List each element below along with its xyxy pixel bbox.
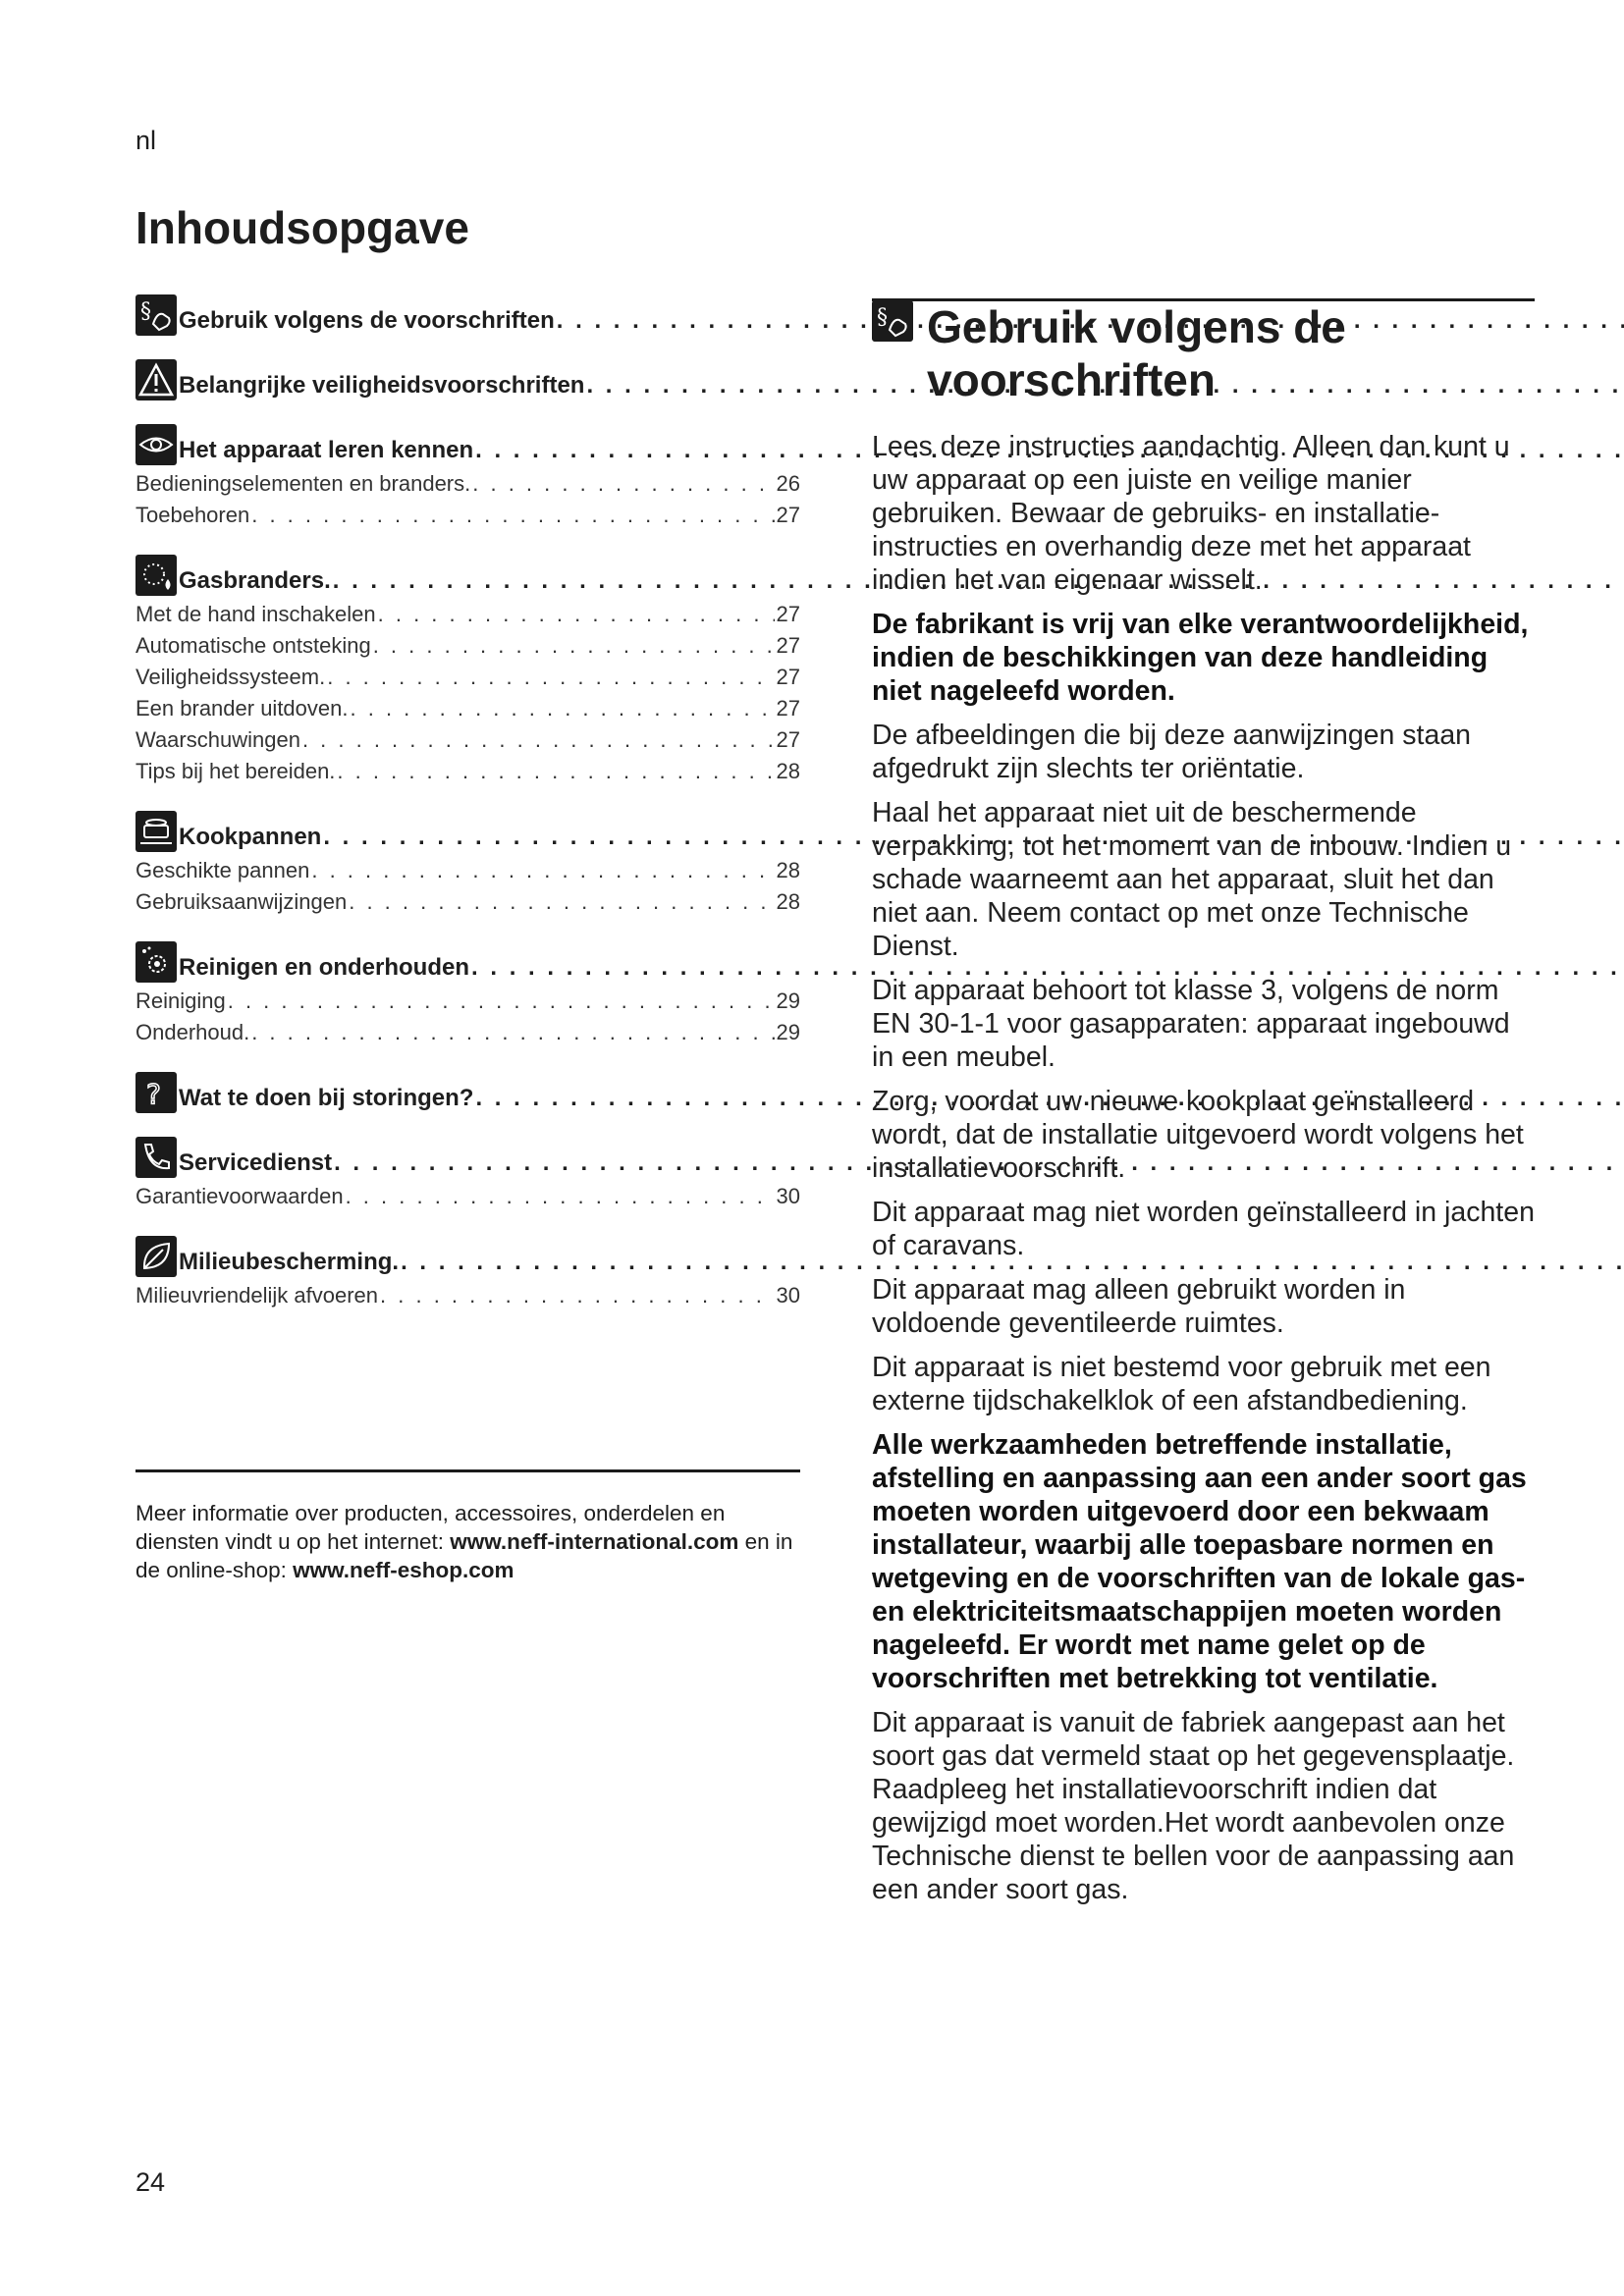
toc-subentry[interactable]: Met de hand inschakelen . . . 27 (135, 599, 800, 630)
link-neff-eshop[interactable]: www.neff-eshop.com (293, 1558, 514, 1582)
paragraph-hand-icon (872, 300, 913, 342)
warning-triangle-icon (135, 359, 177, 400)
paragraph: Dit apparaat mag alleen gebruikt worden in voldoende geventileerde ruimtes. (872, 1274, 1406, 1339)
dot-leader (327, 662, 774, 693)
footnote (135, 1499, 800, 1584)
toc-entry[interactable]: Gasbranders. . . . (179, 567, 1624, 596)
page-number: 24 (135, 2167, 166, 2197)
dot-leader (251, 500, 774, 531)
toc-subentry[interactable]: Geschikte pannen . . . 28 (135, 855, 800, 886)
page-title: Inhoudsopgave (135, 202, 469, 253)
toc-section (135, 1236, 800, 1311)
toc-subentry[interactable]: Tips bij het bereiden. . . . 28 (135, 756, 800, 787)
dot-leader (351, 693, 775, 724)
link-neff-international[interactable]: www.neff-international.com (450, 1529, 739, 1554)
toc-entry[interactable]: Kookpannen . . . (179, 824, 1624, 852)
toc-subentry[interactable]: Veiligheidssysteem. . . . 27 (135, 662, 800, 693)
paragraph: De afbeeldingen die bij deze aanwijzingen staan afgedrukt zijn slechts ter oriëntatie. (872, 720, 1472, 784)
toc-section (135, 294, 800, 336)
toc-subentry[interactable]: Garantievoorwaarden . . . 30 (135, 1181, 800, 1212)
paragraph: Dit apparaat mag niet worden geïnstalleerd in jachten of caravans. (872, 1197, 1535, 1261)
dot-leader (380, 1280, 775, 1311)
svg-text:§: § (877, 305, 888, 330)
paragraph: Dit apparaat behoort tot klasse 3, volgens de norm EN 30-1-1 voor gasapparaten: apparaat ingebouwd in een meubel. (872, 975, 1510, 1073)
toc-entry[interactable]: Het apparaat leren kennen . . . (179, 437, 1624, 465)
toc-section (135, 424, 800, 531)
leaf-icon (135, 1236, 177, 1277)
toc-subentry[interactable]: Waarschuwingen . . . 27 (135, 724, 800, 756)
section-title-line-1: Gebruik volgens de (927, 301, 1346, 352)
dot-leader (337, 756, 774, 787)
section-heading (872, 300, 1535, 406)
paragraph-hand-icon (135, 294, 177, 336)
paragraph: Dit apparaat is vanuit de fabriek aangepast aan het soort gas dat vermeld staat op het gegevensplaatje. Raadpleeg het installatievoorschrift indien dat gewijzigd moet worden.Het wordt aanbevolen onze Technische dienst te bellen voor de aanpassing aan een ander soort gas. (872, 1707, 1515, 1905)
toc-section (135, 811, 800, 918)
toc-section (135, 1072, 800, 1113)
toc-subentry[interactable]: Onderhoud. . . . 29 (135, 1017, 800, 1048)
dot-leader (349, 886, 774, 918)
paragraph: Haal het apparaat niet uit de beschermende verpakking, tot het moment van de inbouw. Indien u schade waarneemt aan het apparaat, sluit het dan niet aan. Neem contact op met onze Technische Dienst. (872, 797, 1512, 962)
toc-subentry[interactable]: Bedieningselementen en branders. . . . 26 (135, 468, 800, 500)
bold-notice: Alle werkzaamheden betreffende installatie, afstelling en aanpassing aan een ander soort gas moeten worden uitgevoerd door een bekwaam installateur, waarbij alle toepasbare normen en wetgeving en de voorschriften van de lokale gas- en elektriciteitsmaatschappijen moeten worden nageleefd. Er wordt met name gelet op de voorschriften met betrekking tot ventilatie. (872, 1429, 1527, 1694)
toc-section (135, 359, 800, 400)
toc-subentry[interactable]: Gebruiksaanwijzingen . . . 28 (135, 886, 800, 918)
footnote-text-2: en in de online-shop: (135, 1529, 793, 1582)
toc-section (135, 555, 800, 787)
toc-section (135, 1137, 800, 1212)
dot-leader (251, 1017, 774, 1048)
toc-subentry[interactable]: Automatische ontsteking . . . 27 (135, 630, 800, 662)
toc-subentry[interactable]: Milieuvriendelijk afvoeren . . . 30 (135, 1280, 800, 1311)
svg-text:§: § (140, 299, 151, 324)
dot-leader (472, 468, 774, 500)
toc-entry[interactable]: Milieubescherming. . . . (179, 1249, 1624, 1277)
gas-burner-icon (135, 555, 177, 596)
phone-icon (135, 1137, 177, 1178)
dot-leader (346, 1181, 775, 1212)
eye-icon (135, 424, 177, 465)
bold-notice: De fabrikant is vrij van elke verantwoordelijkheid, indien de beschikkingen van deze handleiding niet nageleefd worden. (872, 609, 1529, 707)
dot-leader (228, 986, 775, 1017)
toc-entry[interactable]: Belangrijke veiligheidsvoorschriften . . . (179, 372, 1624, 400)
cooking-pot-icon (135, 811, 177, 852)
paragraph: Zorg, voordat uw nieuwe kookplaat geïnstalleerd wordt, dat de installatie uitgevoerd wordt volgens het installatievoorschrift. (872, 1086, 1524, 1184)
toc-entry[interactable]: Gebruik volgens de voorschriften . . . (179, 307, 1624, 336)
svg-text:?: ? (146, 1078, 161, 1110)
dot-leader (373, 630, 775, 662)
footnote-text: Meer informatie over producten, accessoires, onderdelen en diensten vindt u op het internet: (135, 1501, 726, 1554)
section-body (872, 430, 1535, 1917)
section-title-line-2: voorschriften (927, 354, 1216, 405)
dot-leader (378, 599, 775, 630)
table-of-contents (135, 294, 800, 1335)
divider (135, 1469, 800, 1472)
toc-subentry[interactable]: Reiniging . . . 29 (135, 986, 800, 1017)
toc-entry[interactable]: Wat te doen bij storingen? . . . (179, 1085, 1624, 1113)
toc-subentry[interactable]: Een brander uitdoven. . . . 27 (135, 693, 800, 724)
toc-section (135, 941, 800, 1048)
dot-leader (311, 855, 774, 886)
toc-entry[interactable]: Servicedienst . . . (179, 1149, 1624, 1178)
paragraph: Lees deze instructies aandachtig. Alleen dan kunt u uw apparaat op een juiste en veilige manier gebruiken. Bewaar de gebruiks- en installatie-instructies en overhandig deze met het apparaat indien het van eigenaar wisselt. (872, 431, 1510, 596)
question-icon (135, 1072, 177, 1113)
cleaning-gear-icon (135, 941, 177, 983)
paragraph: Dit apparaat is niet bestemd voor gebruik met een externe tijdschakelklok of een afstandbediening. (872, 1352, 1491, 1416)
toc-entry[interactable]: Reinigen en onderhouden . . . (179, 954, 1624, 983)
dot-leader (302, 724, 775, 756)
language-code: nl (135, 126, 157, 155)
toc-subentry[interactable]: Toebehoren . . . 27 (135, 500, 800, 531)
